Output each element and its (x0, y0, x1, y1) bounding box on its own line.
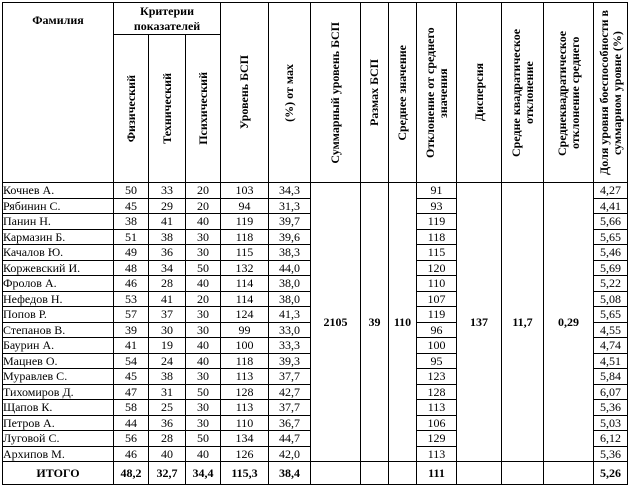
cell-surname: Муравлев С. (3, 369, 114, 385)
cell-bsp-level: 114 (221, 276, 269, 292)
cell-surname: Баурин А. (3, 338, 114, 354)
cell-surname: Коржевский И. (3, 260, 114, 276)
cell-share: 4,74 (594, 338, 628, 354)
cell-technical: 41 (149, 214, 186, 230)
cell-psychic: 30 (186, 229, 221, 245)
cell-technical: 28 (149, 431, 186, 447)
cell-share: 4,41 (594, 198, 628, 214)
cell-psychic: 20 (186, 183, 221, 199)
cell-physical: 50 (114, 183, 149, 199)
cell-technical: 41 (149, 291, 186, 307)
total-label: ИТОГО (3, 462, 114, 485)
cell-psychic: 50 (186, 260, 221, 276)
cell-pct-max: 39,3 (269, 353, 311, 369)
cell-technical: 34 (149, 260, 186, 276)
cell-physical: 45 (114, 198, 149, 214)
table-row (3, 183, 628, 199)
cell-deviation: 113 (417, 446, 457, 462)
cell-psychic: 30 (186, 369, 221, 385)
total-psychic: 34,4 (186, 462, 221, 485)
cell-psychic: 40 (186, 338, 221, 354)
cell-share: 6,07 (594, 384, 628, 400)
cell-deviation: 129 (417, 431, 457, 447)
header-bsp-level: Уровень БСП (221, 3, 269, 183)
cell-physical: 45 (114, 369, 149, 385)
cell-deviation: 119 (417, 307, 457, 323)
cell-surname: Мацнев О. (3, 353, 114, 369)
cell-std-mean: 0,29 (544, 183, 594, 462)
header-criteria: Критерии показателей (114, 3, 221, 35)
cell-pct-max: 36,7 (269, 415, 311, 431)
cell-deviation: 95 (417, 353, 457, 369)
cell-bsp-level: 124 (221, 307, 269, 323)
cell-share: 5,03 (594, 415, 628, 431)
cell-surname: Нефедов Н. (3, 291, 114, 307)
cell-psychic: 20 (186, 198, 221, 214)
cell-surname: Попов Р. (3, 307, 114, 323)
cell-surname: Тихомиров Д. (3, 384, 114, 400)
cell-pct-max: 39,7 (269, 214, 311, 230)
cell-physical: 54 (114, 353, 149, 369)
header-physical: Физический (114, 35, 149, 183)
cell-deviation: 113 (417, 400, 457, 416)
results-table (2, 2, 628, 485)
cell-physical: 53 (114, 291, 149, 307)
cell-physical: 46 (114, 276, 149, 292)
header-surname: Фамилия (3, 3, 114, 183)
cell-surname: Панин Н. (3, 214, 114, 230)
header-range: Размах БСП (361, 3, 389, 183)
total-bsp-level: 115,3 (221, 462, 269, 485)
cell-pct-max: 33,3 (269, 338, 311, 354)
cell-psychic: 30 (186, 415, 221, 431)
cell-share: 5,22 (594, 276, 628, 292)
cell-psychic: 30 (186, 245, 221, 261)
cell-bsp-level: 94 (221, 198, 269, 214)
total-row (3, 462, 628, 485)
cell-physical: 38 (114, 214, 149, 230)
cell-physical: 49 (114, 245, 149, 261)
header-share: Доля уровня боеспособности в суммарном уровне (%) (594, 3, 628, 183)
cell-technical: 38 (149, 229, 186, 245)
cell-surname: Архипов М. (3, 446, 114, 462)
cell-deviation: 100 (417, 338, 457, 354)
cell-deviation: 110 (417, 276, 457, 292)
cell-psychic: 50 (186, 384, 221, 400)
cell-physical: 58 (114, 400, 149, 416)
cell-psychic: 20 (186, 291, 221, 307)
cell-bsp-level: 115 (221, 245, 269, 261)
cell-share: 5,69 (594, 260, 628, 276)
cell-deviation: 106 (417, 415, 457, 431)
cell-pct-max: 39,6 (269, 229, 311, 245)
cell-share: 4,51 (594, 353, 628, 369)
cell-technical: 38 (149, 369, 186, 385)
cell-surname: Петров А. (3, 415, 114, 431)
total-std-empty (502, 462, 544, 485)
cell-pct-max: 31,3 (269, 198, 311, 214)
cell-pct-max: 44,7 (269, 431, 311, 447)
cell-pct-max: 38,0 (269, 276, 311, 292)
cell-deviation: 119 (417, 214, 457, 230)
header-sum-level: Суммарный уровень БСП (311, 3, 361, 183)
cell-share: 5,46 (594, 245, 628, 261)
total-sum-level-empty (311, 462, 361, 485)
total-range-empty (361, 462, 389, 485)
cell-share: 4,27 (594, 183, 628, 199)
total-std-mean-empty (544, 462, 594, 485)
cell-surname: Качалов Ю. (3, 245, 114, 261)
cell-pct-max: 38,0 (269, 291, 311, 307)
cell-physical: 48 (114, 260, 149, 276)
cell-technical: 30 (149, 322, 186, 338)
cell-std: 11,7 (502, 183, 544, 462)
cell-deviation: 91 (417, 183, 457, 199)
cell-psychic: 30 (186, 400, 221, 416)
cell-deviation: 123 (417, 369, 457, 385)
cell-bsp-level: 113 (221, 369, 269, 385)
cell-technical: 37 (149, 307, 186, 323)
cell-technical: 36 (149, 245, 186, 261)
cell-pct-max: 33,0 (269, 322, 311, 338)
cell-bsp-level: 114 (221, 291, 269, 307)
cell-bsp-level: 118 (221, 353, 269, 369)
cell-surname: Рябинин С. (3, 198, 114, 214)
cell-surname: Луговой С. (3, 431, 114, 447)
cell-deviation: 115 (417, 245, 457, 261)
cell-bsp-level: 99 (221, 322, 269, 338)
cell-bsp-level: 110 (221, 415, 269, 431)
cell-pct-max: 34,3 (269, 183, 311, 199)
cell-mean: 110 (389, 183, 417, 462)
cell-bsp-level: 118 (221, 229, 269, 245)
header-psychic: Психический (186, 35, 221, 183)
cell-bsp-level: 128 (221, 384, 269, 400)
cell-bsp-level: 134 (221, 431, 269, 447)
cell-technical: 31 (149, 384, 186, 400)
cell-bsp-level: 113 (221, 400, 269, 416)
cell-deviation: 128 (417, 384, 457, 400)
total-share: 5,26 (594, 462, 628, 485)
cell-share: 5,36 (594, 446, 628, 462)
cell-surname: Щапов К. (3, 400, 114, 416)
cell-physical: 39 (114, 322, 149, 338)
cell-physical: 47 (114, 384, 149, 400)
cell-share: 5,84 (594, 369, 628, 385)
cell-pct-max: 41,3 (269, 307, 311, 323)
cell-deviation: 118 (417, 229, 457, 245)
cell-psychic: 40 (186, 276, 221, 292)
cell-physical: 41 (114, 338, 149, 354)
cell-share: 5,08 (594, 291, 628, 307)
cell-surname: Кочнев А. (3, 183, 114, 199)
cell-bsp-level: 100 (221, 338, 269, 354)
cell-pct-max: 42,0 (269, 446, 311, 462)
header-dispersion: Дисперсия (457, 3, 502, 183)
cell-physical: 57 (114, 307, 149, 323)
cell-psychic: 40 (186, 214, 221, 230)
cell-psychic: 40 (186, 446, 221, 462)
cell-technical: 33 (149, 183, 186, 199)
cell-pct-max: 44,0 (269, 260, 311, 276)
cell-share: 4,55 (594, 322, 628, 338)
header-deviation: Отклонение от среднего значения (417, 3, 457, 183)
total-dispersion-empty (457, 462, 502, 485)
cell-psychic: 30 (186, 307, 221, 323)
cell-physical: 46 (114, 446, 149, 462)
cell-bsp-level: 126 (221, 446, 269, 462)
total-pct-max: 38,4 (269, 462, 311, 485)
cell-share: 5,65 (594, 229, 628, 245)
header-technical: Технический (149, 35, 186, 183)
cell-technical: 25 (149, 400, 186, 416)
cell-technical: 40 (149, 446, 186, 462)
header-mean: Среднее значение (389, 3, 417, 183)
cell-physical: 56 (114, 431, 149, 447)
cell-technical: 28 (149, 276, 186, 292)
total-physical: 48,2 (114, 462, 149, 485)
cell-technical: 24 (149, 353, 186, 369)
cell-deviation: 93 (417, 198, 457, 214)
cell-surname: Фролов А. (3, 276, 114, 292)
total-technical: 32,7 (149, 462, 186, 485)
cell-bsp-level: 119 (221, 214, 269, 230)
cell-pct-max: 37,7 (269, 400, 311, 416)
cell-pct-max: 37,7 (269, 369, 311, 385)
cell-bsp-level: 103 (221, 183, 269, 199)
total-mean-empty (389, 462, 417, 485)
cell-pct-max: 42,7 (269, 384, 311, 400)
cell-technical: 19 (149, 338, 186, 354)
cell-technical: 29 (149, 198, 186, 214)
cell-physical: 44 (114, 415, 149, 431)
cell-surname: Степанов В. (3, 322, 114, 338)
cell-dispersion: 137 (457, 183, 502, 462)
cell-share: 5,36 (594, 400, 628, 416)
cell-share: 6,12 (594, 431, 628, 447)
cell-technical: 36 (149, 415, 186, 431)
cell-psychic: 40 (186, 353, 221, 369)
header-pct-max: (%) от мах (269, 3, 311, 183)
header-std-mean: Среднеквадратическое отклонение среднего (544, 3, 594, 183)
cell-bsp-level: 132 (221, 260, 269, 276)
cell-deviation: 120 (417, 260, 457, 276)
cell-psychic: 50 (186, 431, 221, 447)
cell-share: 5,65 (594, 307, 628, 323)
cell-psychic: 30 (186, 322, 221, 338)
cell-pct-max: 38,3 (269, 245, 311, 261)
cell-deviation: 107 (417, 291, 457, 307)
cell-deviation: 96 (417, 322, 457, 338)
cell-physical: 51 (114, 229, 149, 245)
cell-share: 5,66 (594, 214, 628, 230)
cell-range: 39 (361, 183, 389, 462)
total-deviation: 111 (417, 462, 457, 485)
table-body (3, 183, 628, 485)
cell-surname: Кармазин Б. (3, 229, 114, 245)
header-std: Средне квадратическое отклонение (502, 3, 544, 183)
cell-sum-level: 2105 (311, 183, 361, 462)
